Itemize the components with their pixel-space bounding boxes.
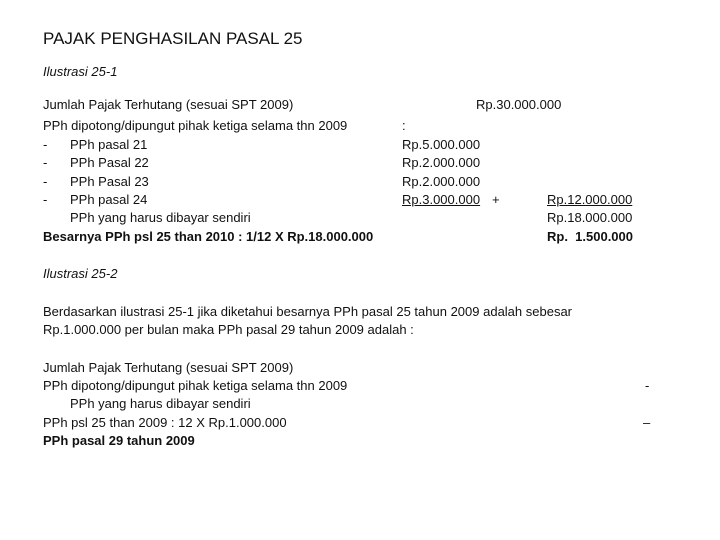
paragraph-line: Rp.1.000.000 per bulan maka PPh pasal 29 tahun 2009 adalah : bbox=[43, 322, 414, 337]
self-pay-value: Rp.18.000.000 bbox=[547, 210, 633, 225]
paragraph-line: Berdasarkan ilustrasi 25-1 jika diketahui besarnya PPh pasal 25 tahun 2009 adalah sebesar bbox=[43, 304, 573, 319]
minus-mark: - bbox=[645, 378, 650, 393]
withheld-total: Rp.12.000.000 bbox=[547, 192, 633, 207]
ilustrasi-2-heading: Ilustrasi 25-2 bbox=[43, 266, 118, 281]
pph25-calc-label: PPh psl 25 than 2009 : 12 X Rp.1.000.000 bbox=[43, 415, 287, 430]
withheld-label: PPh dipotong/dipungut pihak ketiga selama thn 2009 bbox=[43, 118, 348, 133]
item-value: Rp.2.000.000 bbox=[402, 155, 481, 170]
item-value: Rp.3.000.000 bbox=[402, 192, 481, 207]
ilustrasi-1-heading: Ilustrasi 25-1 bbox=[43, 64, 118, 79]
plus-sign: + bbox=[492, 192, 500, 207]
item-dash: - bbox=[43, 155, 48, 170]
self-pay-label-2: PPh yang harus dibayar sendiri bbox=[70, 396, 251, 411]
self-pay-label: PPh yang harus dibayar sendiri bbox=[70, 210, 251, 225]
tax-due-label-2: Jumlah Pajak Terhutang (sesuai SPT 2009) bbox=[43, 360, 294, 375]
item-dash: - bbox=[43, 137, 48, 152]
tax-due-label: Jumlah Pajak Terhutang (sesuai SPT 2009) bbox=[43, 97, 294, 112]
item-label: PPh pasal 24 bbox=[70, 192, 148, 207]
item-label: PPh pasal 21 bbox=[70, 137, 148, 152]
pph29-label: PPh pasal 29 tahun 2009 bbox=[43, 433, 195, 448]
result-label: Besarnya PPh psl 25 than 2010 : 1/12 X Rp.18.000.000 bbox=[43, 229, 374, 244]
page-title: PAJAK PENGHASILAN PASAL 25 bbox=[43, 29, 303, 48]
item-dash: - bbox=[43, 192, 48, 207]
withheld-colon: : bbox=[402, 118, 406, 133]
withheld-label-2: PPh dipotong/dipungut pihak ketiga selama thn 2009 bbox=[43, 378, 348, 393]
item-value: Rp.5.000.000 bbox=[402, 137, 481, 152]
tax-due-value: Rp.30.000.000 bbox=[476, 97, 562, 112]
result-value: Rp. 1.500.000 bbox=[547, 229, 633, 244]
item-dash: - bbox=[43, 174, 48, 189]
item-label: PPh Pasal 23 bbox=[70, 174, 149, 189]
minus-mark: – bbox=[643, 415, 651, 430]
item-label: PPh Pasal 22 bbox=[70, 155, 149, 170]
item-value: Rp.2.000.000 bbox=[402, 174, 481, 189]
